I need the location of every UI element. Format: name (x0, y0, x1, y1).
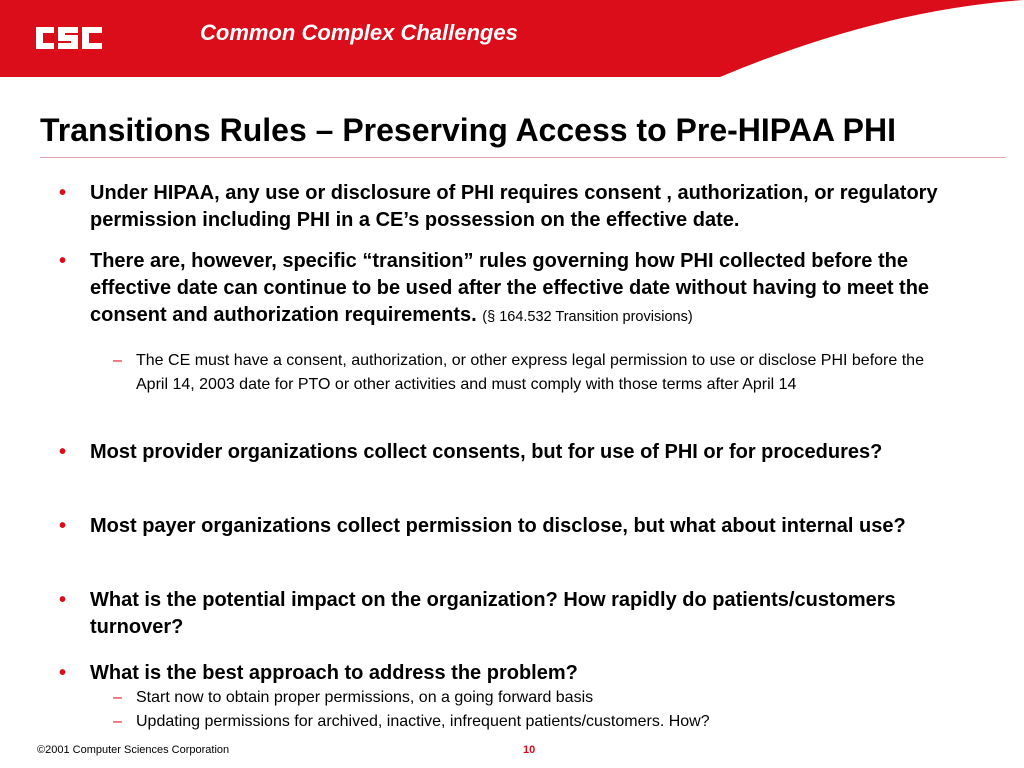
slide-title: Transitions Rules – Preserving Access to Pre-HIPAA PHI (40, 112, 896, 148)
bullet-text: There are, however, specific “transition” rules governing how PHI collected before the effective date can continue to be used after the effective date without having to meet the consent and authorization requirements. (90, 250, 930, 326)
dash-icon: – (113, 689, 122, 706)
bullet-icon: • (59, 441, 67, 463)
bullet-icon: • (59, 662, 67, 684)
header-bar (0, 0, 1024, 77)
bullet-3 (59, 439, 970, 466)
bullet-reference: (§ 164.532 Transition provisions) (482, 309, 693, 325)
title-divider (40, 157, 1006, 158)
sub-bullet-text: Start now to obtain proper permissions, on a going forward basis (136, 689, 594, 706)
bullet-2 (59, 248, 970, 331)
bullet-icon: • (59, 182, 67, 204)
dash-icon: – (113, 713, 122, 730)
sub-bullet (113, 710, 956, 734)
bullet-text: What is the best approach to address the problem? (90, 662, 578, 684)
bullet-text: Most payer organizations collect permission to disclose, but what about internal use? (90, 515, 906, 537)
sub-bullet-text: The CE must have a consent, authorization, or other express legal permission to use or disclose PHI before the April 14, 2003 date for PTO or other activities and must comply with those terms after April 14 (136, 352, 924, 393)
bullet-icon: • (59, 589, 67, 611)
bullet-4 (59, 513, 970, 540)
bullet-icon: • (59, 250, 67, 272)
bullet-text: What is the potential impact on the organization? How rapidly do patients/customers turnover? (90, 589, 896, 638)
dash-icon: – (113, 352, 122, 369)
page-number: 10 (523, 744, 536, 756)
bullet-1 (59, 180, 970, 234)
bullet-6 (59, 660, 970, 687)
footer-copyright: ©2001 Computer Sciences Corporation (37, 744, 230, 756)
sub-bullet (113, 686, 956, 710)
bullet-text: Most provider organizations collect consents, but for use of PHI or for procedures? (90, 441, 883, 463)
sub-bullet-text: Updating permissions for archived, inactive, infrequent patients/customers. How? (136, 713, 710, 730)
sub-bullet (113, 349, 956, 397)
csc-logo (34, 21, 104, 55)
header-title: Common Complex Challenges (200, 20, 518, 45)
bullet-text: Under HIPAA, any use or disclosure of PHI requires consent , authorization, or regulatory permission including PHI in a CE’s possession on the effective date. (90, 182, 938, 231)
bullet-icon: • (59, 515, 67, 537)
bullet-5 (59, 587, 970, 641)
